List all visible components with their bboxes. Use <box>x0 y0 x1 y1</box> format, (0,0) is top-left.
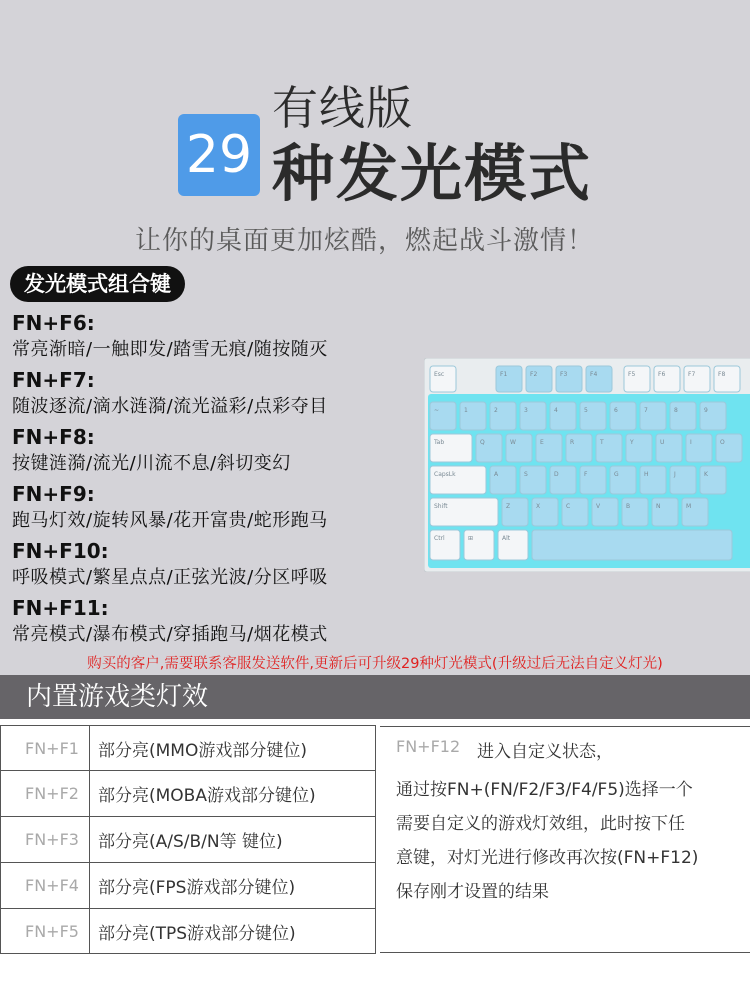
custom-line: 通过按FN+(FN/F2/F3/F4/F5)选择一个 <box>396 780 693 800</box>
keycap-legend: U <box>660 439 665 446</box>
keycap-legend: V <box>596 503 601 510</box>
keycap-legend: 1 <box>464 407 468 414</box>
keycap-legend: H <box>644 471 649 478</box>
keycap-legend: F8 <box>718 371 726 378</box>
keycap-legend: F5 <box>628 371 636 378</box>
table-row <box>1 771 376 817</box>
combo-item <box>12 424 412 478</box>
table-row <box>1 817 376 863</box>
keycap-legend: 3 <box>524 407 528 414</box>
keycap-legend: Tab <box>434 439 445 446</box>
keycap-legend: E <box>540 439 544 446</box>
effect-key: FN+F3 <box>1 817 90 863</box>
keyboard-photo <box>424 358 750 572</box>
combo-key: FN+F10: <box>12 539 109 563</box>
effect-key: FN+F5 <box>1 909 90 954</box>
keycap-legend: 5 <box>584 407 588 414</box>
keycap-legend: W <box>510 439 516 446</box>
combo-section-label: 发光模式组合键 <box>10 266 185 302</box>
keycap-legend: F2 <box>530 371 538 378</box>
keycap-legend: O <box>720 439 725 446</box>
keycap-legend: S <box>524 471 528 478</box>
effect-desc: 部分亮(A/S/B/N等 键位) <box>90 817 376 863</box>
combo-key: FN+F9: <box>12 482 95 506</box>
keycap <box>714 366 740 392</box>
keycap-legend: D <box>554 471 559 478</box>
game-effects-table <box>0 725 376 954</box>
keycap-legend: F <box>584 471 588 478</box>
keycap-legend: ~ <box>434 407 440 414</box>
combo-item <box>12 538 412 592</box>
keycap-legend: R <box>570 439 575 446</box>
keycap <box>496 366 522 392</box>
keycap-legend: F6 <box>658 371 666 378</box>
keycap <box>624 366 650 392</box>
combo-key: FN+F7: <box>12 368 95 392</box>
table-row <box>1 726 376 771</box>
effect-desc: 部分亮(MOBA游戏部分键位) <box>90 771 376 817</box>
keycap <box>532 530 732 560</box>
upgrade-notice: 购买的客户,需要联系客服发送软件,更新后可升级29种灯光模式(升级过后无法自定义灯光) <box>87 656 663 672</box>
keycap-legend: J <box>674 471 676 478</box>
effect-key: FN+F2 <box>1 771 90 817</box>
section-banner <box>0 675 750 719</box>
combo-key: FN+F11: <box>12 596 109 620</box>
keycap-legend: Esc <box>434 371 445 378</box>
effect-desc: 部分亮(FPS游戏部分键位) <box>90 863 376 909</box>
custom-line: 意键，对灯光进行修改再次按(FN+F12) <box>396 848 699 868</box>
custom-mode-panel <box>380 726 750 953</box>
keycap-legend: G <box>614 471 619 478</box>
effect-desc: 部分亮(TPS游戏部分键位) <box>90 909 376 954</box>
table-row <box>1 863 376 909</box>
custom-title: 进入自定义状态， <box>477 742 613 762</box>
effect-desc: 部分亮(MMO游戏部分键位) <box>90 726 376 771</box>
combo-item <box>12 367 412 421</box>
keycap-legend: A <box>494 471 499 478</box>
combo-item <box>12 595 412 649</box>
keycap-legend: Y <box>630 439 634 446</box>
mode-count-badge: 29 <box>178 114 260 196</box>
keycap-legend: B <box>626 503 631 510</box>
keycap-legend: F1 <box>500 371 508 378</box>
keycap <box>654 366 680 392</box>
keycap-legend: 4 <box>554 407 558 414</box>
combo-key: FN+F6: <box>12 311 95 335</box>
keycap-legend: I <box>690 439 692 446</box>
keycap-legend: Ctrl <box>434 535 445 542</box>
keycap-legend: CapsLk <box>434 471 456 478</box>
combo-modes: 常亮渐暗/一触即发/踏雪无痕/随按随灭 <box>12 339 328 360</box>
keycap-legend: M <box>686 503 692 510</box>
table-row <box>1 909 376 954</box>
custom-line: 需要自定义的游戏灯效组，此时按下任 <box>396 814 685 834</box>
keycap-legend: 2 <box>494 407 498 414</box>
combo-modes: 按键涟漪/流光/川流不息/斜切变幻 <box>12 453 291 474</box>
keycap-legend: 9 <box>704 407 708 414</box>
keycap-legend: 7 <box>644 407 648 414</box>
keycap-legend: Z <box>506 503 511 510</box>
keycap-legend: X <box>536 503 541 510</box>
combo-item <box>12 481 412 535</box>
custom-description <box>396 773 736 909</box>
custom-key: FN+F12 <box>396 737 461 756</box>
combo-key: FN+F8: <box>12 425 95 449</box>
combo-modes: 跑马灯效/旋转风暴/花开富贵/蛇形跑马 <box>12 510 328 531</box>
section-banner-title: 内置游戏类灯效 <box>26 682 209 712</box>
keycap <box>526 366 552 392</box>
combo-item <box>12 310 412 364</box>
keycap <box>430 366 456 392</box>
keycap-legend: K <box>704 471 708 478</box>
keycap-legend: F7 <box>688 371 696 378</box>
effect-key: FN+F4 <box>1 863 90 909</box>
keycap-legend: T <box>600 439 604 446</box>
effect-key: FN+F1 <box>1 726 90 771</box>
keycap <box>556 366 582 392</box>
keycap-legend: 8 <box>674 407 678 414</box>
keycap-legend: F3 <box>560 371 568 378</box>
keycap <box>586 366 612 392</box>
keycap <box>684 366 710 392</box>
keycap-legend: N <box>656 503 661 510</box>
combo-modes: 呼吸模式/繁星点点/正弦光波/分区呼吸 <box>12 567 328 588</box>
keycap-legend: 6 <box>614 407 618 414</box>
title-line2: 种发光模式 <box>272 137 593 210</box>
custom-line: 保存刚才设置的结果 <box>396 882 549 902</box>
keycap-legend: Q <box>480 439 485 446</box>
title-line1: 有线版 <box>272 81 413 135</box>
keycap-legend: F4 <box>590 371 598 378</box>
subtitle: 让你的桌面更加炫酷，燃起战斗激情！ <box>135 226 595 256</box>
keycap-legend: Alt <box>502 535 511 542</box>
keycap-legend: ⊞ <box>468 535 474 542</box>
combo-modes: 随波逐流/滴水涟漪/流光溢彩/点彩夺目 <box>12 396 328 417</box>
keycap-legend: C <box>566 503 571 510</box>
keycap-legend: Shift <box>434 503 448 510</box>
combo-modes: 常亮模式/瀑布模式/穿插跑马/烟花模式 <box>12 624 328 645</box>
